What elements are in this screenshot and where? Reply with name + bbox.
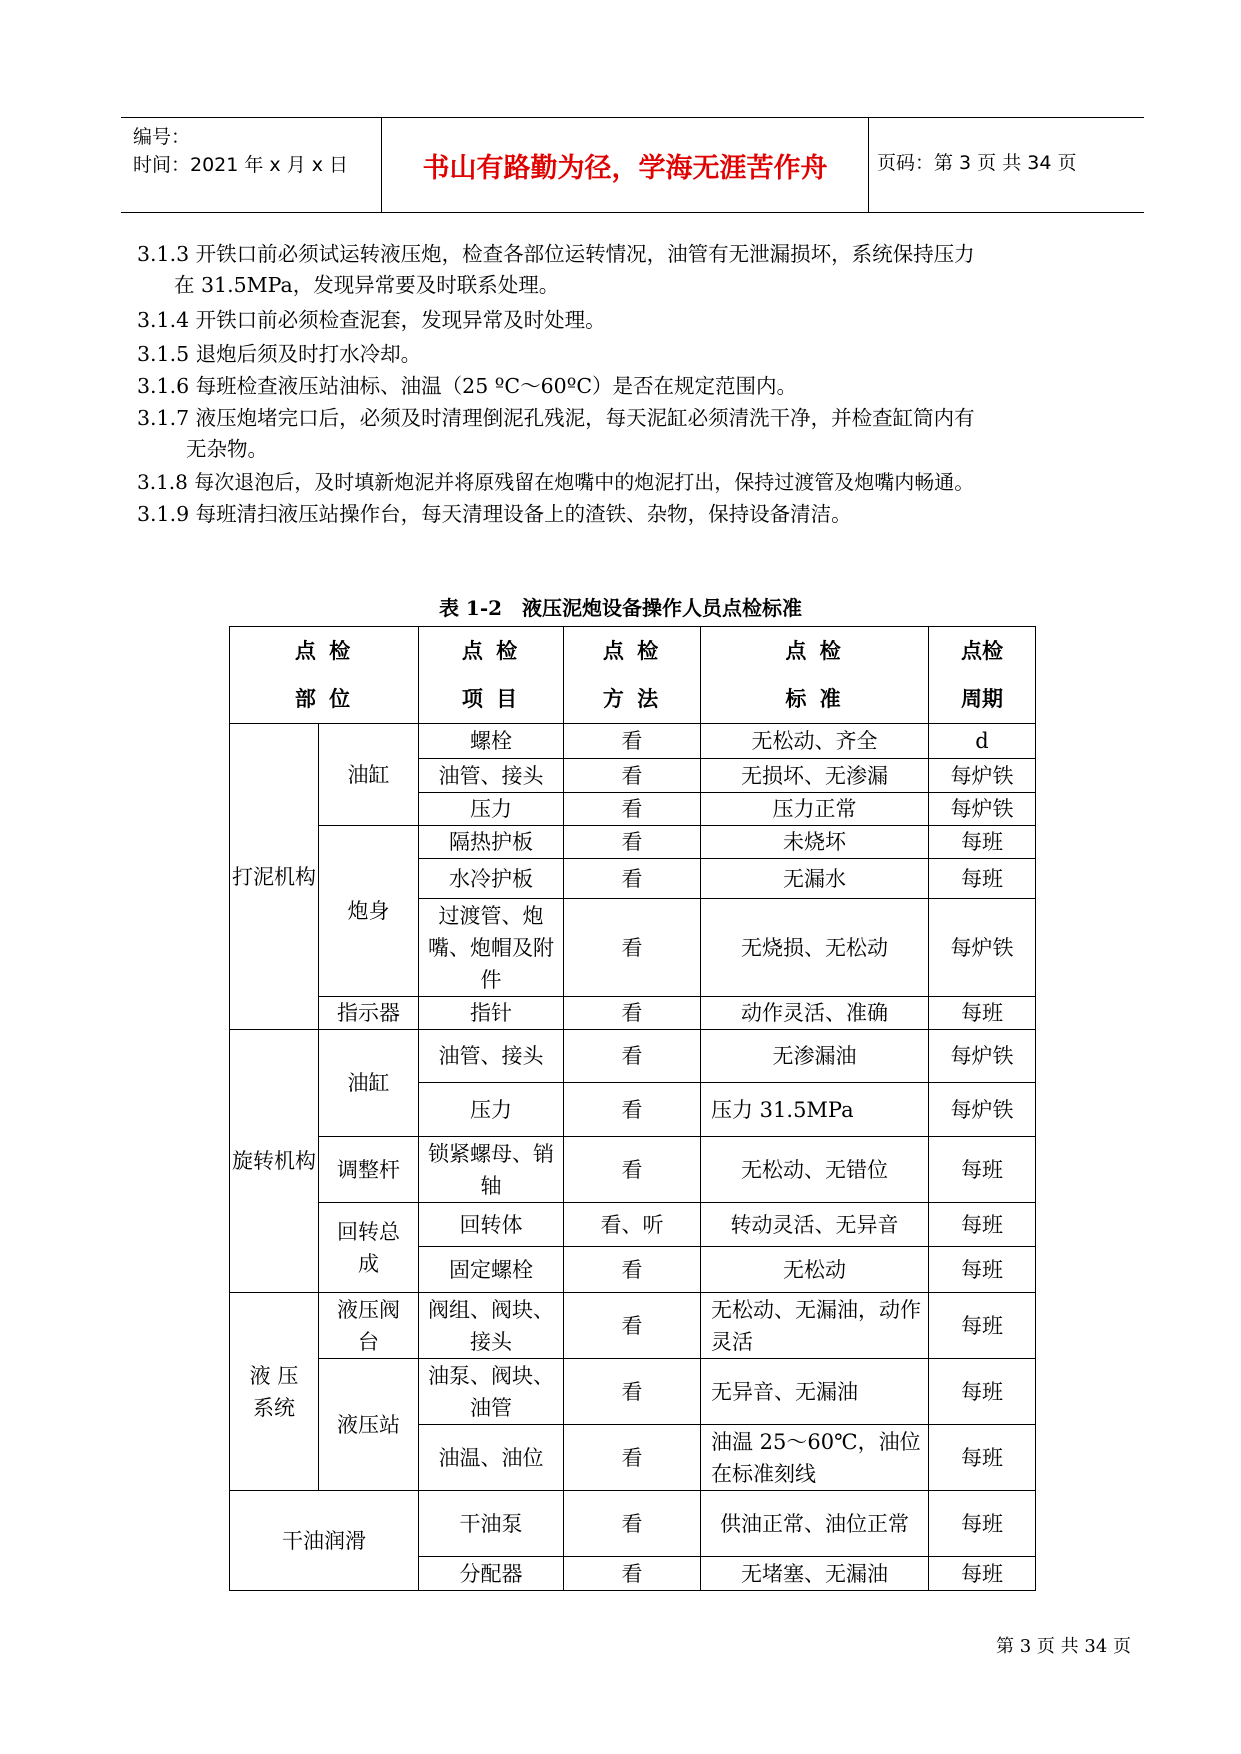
cell-period: 每炉铁 [929, 1083, 1036, 1137]
cell-item: 螺栓 [419, 724, 564, 759]
cell-period: 每炉铁 [929, 1030, 1036, 1083]
cell-standard: 无异音、无漏油 [701, 1359, 929, 1425]
cell-period: d [929, 724, 1036, 759]
cell-method: 看 [564, 1557, 701, 1591]
sub-rotary-assembly: 回转总成 [319, 1203, 419, 1293]
group-grease-lubrication: 干油润滑 [230, 1491, 419, 1591]
cell-item: 水冷护板 [419, 859, 564, 899]
header-motto-cell [381, 118, 869, 212]
inspection-table [229, 626, 1036, 1591]
sub-adjust-rod: 调整杆 [319, 1137, 419, 1203]
cell-item: 回转体 [419, 1203, 564, 1247]
cell-standard: 转动灵活、无异音 [701, 1203, 929, 1247]
cell-standard: 无松动、无错位 [701, 1137, 929, 1203]
sub-gun-body: 炮身 [319, 826, 419, 997]
paragraph-3-1-7-cont: 无杂物。 [186, 437, 268, 461]
group-hydraulic-system: 液 压系统 [230, 1293, 319, 1491]
cell-period: 每班 [929, 1203, 1036, 1247]
cell-standard: 无堵塞、无漏油 [701, 1557, 929, 1591]
sub-hydraulic-station: 液压站 [319, 1359, 419, 1491]
cell-period: 每炉铁 [929, 899, 1036, 997]
cell-item: 油管、接头 [419, 759, 564, 793]
paragraph-3-1-8: 3.1.8 每次退泡后，及时填新炮泥并将原残留在炮嘴中的炮泥打出，保持过渡管及炮嘴内畅通。 [137, 470, 975, 494]
cell-method: 看 [564, 859, 701, 899]
cell-method: 看 [564, 759, 701, 793]
cell-standard: 无损坏、无渗漏 [701, 759, 929, 793]
cell-method: 看 [564, 1030, 701, 1083]
table-header-row [230, 627, 1036, 724]
cell-method: 看 [564, 1247, 701, 1293]
header-motto: 书山有路勤为径，学海无涯苦作舟 [422, 153, 828, 184]
cell-method: 看 [564, 1083, 701, 1137]
cell-standard: 供油正常、油位正常 [701, 1491, 929, 1557]
table-row [230, 1203, 1036, 1247]
header-page-code: 页码：第 3 页 共 34 页 [877, 152, 1077, 174]
cell-item: 阀组、阀块、接头 [419, 1293, 564, 1359]
paragraph-3-1-7: 3.1.7 液压炮堵完口后，必须及时清理倒泥孔残泥，每天泥缸必须清洗干净，并检查缸筒内有 [137, 406, 975, 430]
cell-item: 隔热护板 [419, 826, 564, 859]
cell-method: 看 [564, 826, 701, 859]
group-mud-mechanism: 打泥机构 [230, 724, 319, 1030]
header-period: 点检 周期 [929, 627, 1036, 724]
table-row [230, 1293, 1036, 1359]
table-row [230, 1030, 1036, 1083]
sub-oil-cylinder: 油缸 [319, 724, 419, 826]
cell-item: 过渡管、炮嘴、炮帽及附件 [419, 899, 564, 997]
table-row [230, 997, 1036, 1030]
cell-period: 每班 [929, 1557, 1036, 1591]
cell-period: 每班 [929, 826, 1036, 859]
doc-time-label: 时间：2021 年 x 月 x 日 [133, 154, 349, 176]
cell-method: 看 [564, 1491, 701, 1557]
cell-period: 每班 [929, 997, 1036, 1030]
cell-standard: 未烧坏 [701, 826, 929, 859]
cell-standard: 压力 31.5MPa [701, 1083, 929, 1137]
cell-method: 看 [564, 1137, 701, 1203]
header-item: 点 检 项 目 [419, 627, 564, 724]
cell-item: 固定螺栓 [419, 1247, 564, 1293]
cell-standard: 无松动、齐全 [701, 724, 929, 759]
cell-method: 看 [564, 724, 701, 759]
paragraph-3-1-9: 3.1.9 每班清扫液压站操作台，每天清理设备上的渣铁、杂物，保持设备清洁。 [137, 502, 852, 526]
cell-item: 压力 [419, 793, 564, 826]
cell-item: 分配器 [419, 1557, 564, 1591]
cell-standard: 无松动 [701, 1247, 929, 1293]
group-rotary-mechanism: 旋转机构 [230, 1030, 319, 1293]
sub-valve-stand: 液压阀台 [319, 1293, 419, 1359]
cell-method: 看 [564, 1425, 701, 1491]
paragraph-3-1-6: 3.1.6 每班检查液压站油标、油温（25 ºC～60ºC）是否在规定范围内。 [137, 374, 798, 398]
cell-method: 看、听 [564, 1203, 701, 1247]
cell-standard: 压力正常 [701, 793, 929, 826]
cell-period: 每班 [929, 1359, 1036, 1425]
table-row [230, 1359, 1036, 1425]
cell-period: 每班 [929, 859, 1036, 899]
cell-method: 看 [564, 1293, 701, 1359]
cell-standard: 无松动、无漏油，动作灵活 [701, 1293, 929, 1359]
cell-item: 油管、接头 [419, 1030, 564, 1083]
cell-method: 看 [564, 997, 701, 1030]
table-row [230, 724, 1036, 759]
sub-oil-cylinder-2: 油缸 [319, 1030, 419, 1137]
cell-standard: 无漏水 [701, 859, 929, 899]
cell-method: 看 [564, 1359, 701, 1425]
paragraph-3-1-4: 3.1.4 开铁口前必须检查泥套，发现异常及时处理。 [137, 308, 606, 332]
cell-period: 每班 [929, 1425, 1036, 1491]
cell-period: 每班 [929, 1137, 1036, 1203]
cell-method: 看 [564, 793, 701, 826]
paragraph-3-1-5: 3.1.5 退炮后须及时打水冷却。 [137, 342, 422, 366]
cell-item: 压力 [419, 1083, 564, 1137]
cell-standard: 无烧损、无松动 [701, 899, 929, 997]
cell-period: 每炉铁 [929, 759, 1036, 793]
cell-method: 看 [564, 899, 701, 997]
cell-item: 干油泵 [419, 1491, 564, 1557]
header-part: 点 检 部 位 [230, 627, 419, 724]
cell-item: 油泵、阀块、油管 [419, 1359, 564, 1425]
page-footer: 第 3 页 共 34 页 [996, 1636, 1131, 1657]
paragraph-3-1-3-cont: 在 31.5MPa，发现异常要及时联系处理。 [174, 273, 560, 297]
cell-standard: 动作灵活、准确 [701, 997, 929, 1030]
cell-period: 每班 [929, 1247, 1036, 1293]
cell-period: 每班 [929, 1293, 1036, 1359]
table-row [230, 1137, 1036, 1203]
doc-number-label: 编号： [133, 126, 191, 148]
cell-period: 每炉铁 [929, 793, 1036, 826]
paragraph-3-1-3: 3.1.3 开铁口前必须试运转液压炮，检查各部位运转情况，油管有无泄漏损坏，系统保持压力 [137, 242, 975, 266]
header-left [133, 118, 383, 212]
table-caption: 表 1-2 液压泥炮设备操作人员点检标准 [438, 596, 803, 620]
cell-standard: 油温 25～60℃，油位在标准刻线 [701, 1425, 929, 1491]
table-row [230, 1491, 1036, 1557]
table-row [230, 826, 1036, 859]
header-method: 点 检 方 法 [564, 627, 701, 724]
cell-item: 油温、油位 [419, 1425, 564, 1491]
page-header [121, 117, 1144, 213]
cell-item: 锁紧螺母、销轴 [419, 1137, 564, 1203]
sub-indicator: 指示器 [319, 997, 419, 1030]
cell-standard: 无渗漏油 [701, 1030, 929, 1083]
cell-item: 指针 [419, 997, 564, 1030]
header-standard: 点 检 标 准 [701, 627, 929, 724]
cell-period: 每班 [929, 1491, 1036, 1557]
